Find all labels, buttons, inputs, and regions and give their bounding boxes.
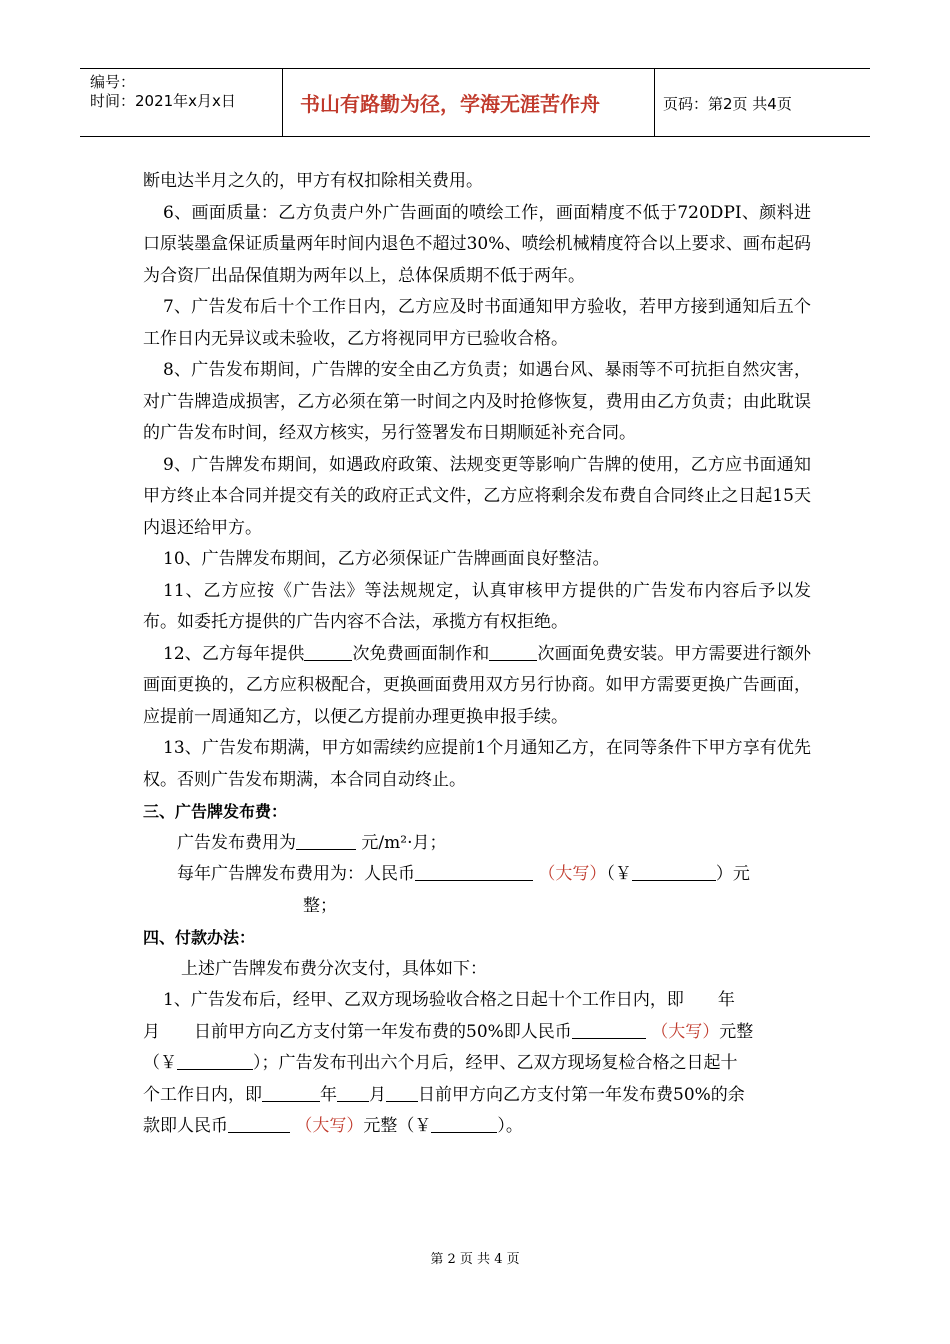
clause-8: 8、广告发布期间，广告牌的安全由乙方负责；如遇台风、暴雨等不可抗拒自然灾害，对广告牌造成损害，乙方必须在第一时间之内及时抢修恢复，费用由乙方负责；由此耽误的广告发布时间，经双方核实，另行签署发布日期顺延补充合同。	[143, 360, 811, 443]
blank-first-payment-rmb[interactable]	[572, 1021, 646, 1039]
clause-11: 11、乙方应按《广告法》等法规规定，认真审核甲方提供的广告发布内容后予以发布。如委托方提供的广告内容不合法，承揽方有权拒绝。	[143, 580, 811, 632]
clause-7: 7、广告发布后十个工作日内，乙方应及时书面通知甲方验收，若甲方接到通知后五个工作日内无异议或未验收，乙方将视同甲方已验收合格。	[143, 297, 811, 349]
payment-l5-text-c: ）。	[497, 1116, 523, 1136]
paragraph-continued: 断电达半月之久的，甲方有权扣除相关费用。	[143, 171, 483, 191]
payment-l5-uppercase-label: （大写）	[295, 1116, 364, 1136]
payment-l4-text-c: 月	[369, 1084, 386, 1105]
clause-12-text-b: 次免费画面制作和	[352, 643, 490, 664]
document-body	[143, 166, 811, 1143]
clause-12-text-a: 12、乙方每年提供	[163, 643, 305, 664]
payment-line-5	[143, 1111, 811, 1143]
payment-line-1: 1、广告发布后，经甲、乙双方现场验收合格之日起十个工作日内，即 年	[163, 990, 735, 1010]
clause-9: 9、广告牌发布期间，如遇政府政策、法规变更等影响广告牌的使用，乙方应书面通知甲方终止本合同并提交有关的政府正式文件，乙方应将剩余发布费自合同终止之日起15天内退还给甲方。	[143, 454, 811, 538]
annual-text-b: （￥	[606, 864, 632, 884]
clause-12-text-c: 次画面免费安装。甲方需要进行额外画面更换的，乙方应积极配合，更换画面费用双方另行协商。如甲方需要更换广告画面，应提前一周通知乙方，以便乙方提前办理更换申报手续。	[143, 643, 812, 727]
payment-l2-uppercase-label: （大写）	[651, 1021, 720, 1042]
blank-annual-fee-yuan[interactable]	[632, 863, 716, 881]
annual-text-c: ）元	[715, 864, 750, 884]
payment-line-4	[143, 1080, 811, 1112]
header-divider-right	[654, 68, 655, 136]
clause-10: 10、广告牌发布期间，乙方必须保证广告牌画面良好整洁。	[163, 549, 610, 569]
blank-first-payment-yuan[interactable]	[177, 1052, 253, 1070]
header-page-label: 页码：第2页 共4页	[663, 95, 792, 113]
payment-l5-text-a: 款即人民币	[143, 1116, 228, 1136]
section-4-heading: 四、付款办法：	[143, 928, 256, 947]
payment-l4-text-a: 个工作日内，即	[143, 1084, 262, 1105]
payment-intro: 上述广告牌发布费分次支付，具体如下：	[181, 958, 487, 979]
page-footer: 第 2 页 共 4 页	[430, 1252, 520, 1267]
header-top-rule	[80, 68, 870, 69]
payment-l2-text-b: 元整	[719, 1021, 754, 1042]
payment-l3-text-b: ）；广告发布刊出六个月后，经甲、乙双方现场复检合格之日起十	[253, 1053, 738, 1073]
payment-l2-text-a: 月 日前甲方向乙方支付第一年发布费的50%即人民币	[143, 1021, 572, 1042]
annual-fee-line	[143, 859, 811, 891]
blank-fee-per-sqm[interactable]	[296, 832, 356, 850]
blank-free-installation-count[interactable]	[489, 643, 537, 661]
payment-l4-text-d: 日前甲方向乙方支付第一年发布费50%的余	[418, 1084, 745, 1105]
blank-annual-fee-rmb[interactable]	[415, 863, 533, 881]
blank-second-payment-yuan[interactable]	[431, 1115, 497, 1133]
header-motto: 书山有路勤为径，学海无涯苦作舟	[300, 92, 600, 116]
fee-text-b: 元/m²·月；	[361, 832, 447, 853]
blank-free-production-count[interactable]	[304, 643, 352, 661]
header-bottom-rule	[80, 136, 870, 137]
section-3-heading: 三、广告牌发布费：	[143, 802, 288, 821]
annual-text-a: 每年广告牌发布费用为：人民币	[177, 864, 415, 884]
clause-13: 13、广告发布期满，甲方如需续约应提前1个月通知乙方，在同等条件下甲方享有优先权。否则广告发布期满，本合同自动终止。	[143, 738, 811, 790]
payment-l3-text-a: （￥	[143, 1053, 177, 1073]
payment-l5-text-b: 元整（￥	[363, 1116, 432, 1136]
payment-line-3	[143, 1048, 811, 1080]
fee-line	[143, 828, 811, 860]
payment-line-2	[143, 1017, 811, 1049]
annual-uppercase-label: （大写）	[538, 864, 607, 884]
blank-second-payment-day[interactable]	[386, 1084, 418, 1102]
blank-second-payment-rmb[interactable]	[228, 1115, 290, 1133]
payment-l4-text-b: 年	[320, 1084, 337, 1105]
clause-6: 6、画面质量：乙方负责户外广告画面的喷绘工作，画面精度不低于720DPI、颜料进口原装墨盒保证质量两年时间内退色不超过30%、喷绘机械精度符合以上要求、画布起码为合资厂出品保值期为两年以上，总体保质期不低于两年。	[143, 202, 811, 286]
header-time-label: 时间：2021年x月x日	[90, 92, 236, 110]
clause-12	[143, 639, 811, 734]
annual-fee-line-end: 整；	[303, 895, 337, 916]
blank-second-payment-month[interactable]	[337, 1084, 369, 1102]
fee-text-a: 广告发布费用为	[177, 832, 296, 853]
blank-second-payment-year[interactable]	[262, 1084, 320, 1102]
header-divider-left	[282, 68, 283, 136]
header-number-label: 编号：	[90, 73, 136, 91]
